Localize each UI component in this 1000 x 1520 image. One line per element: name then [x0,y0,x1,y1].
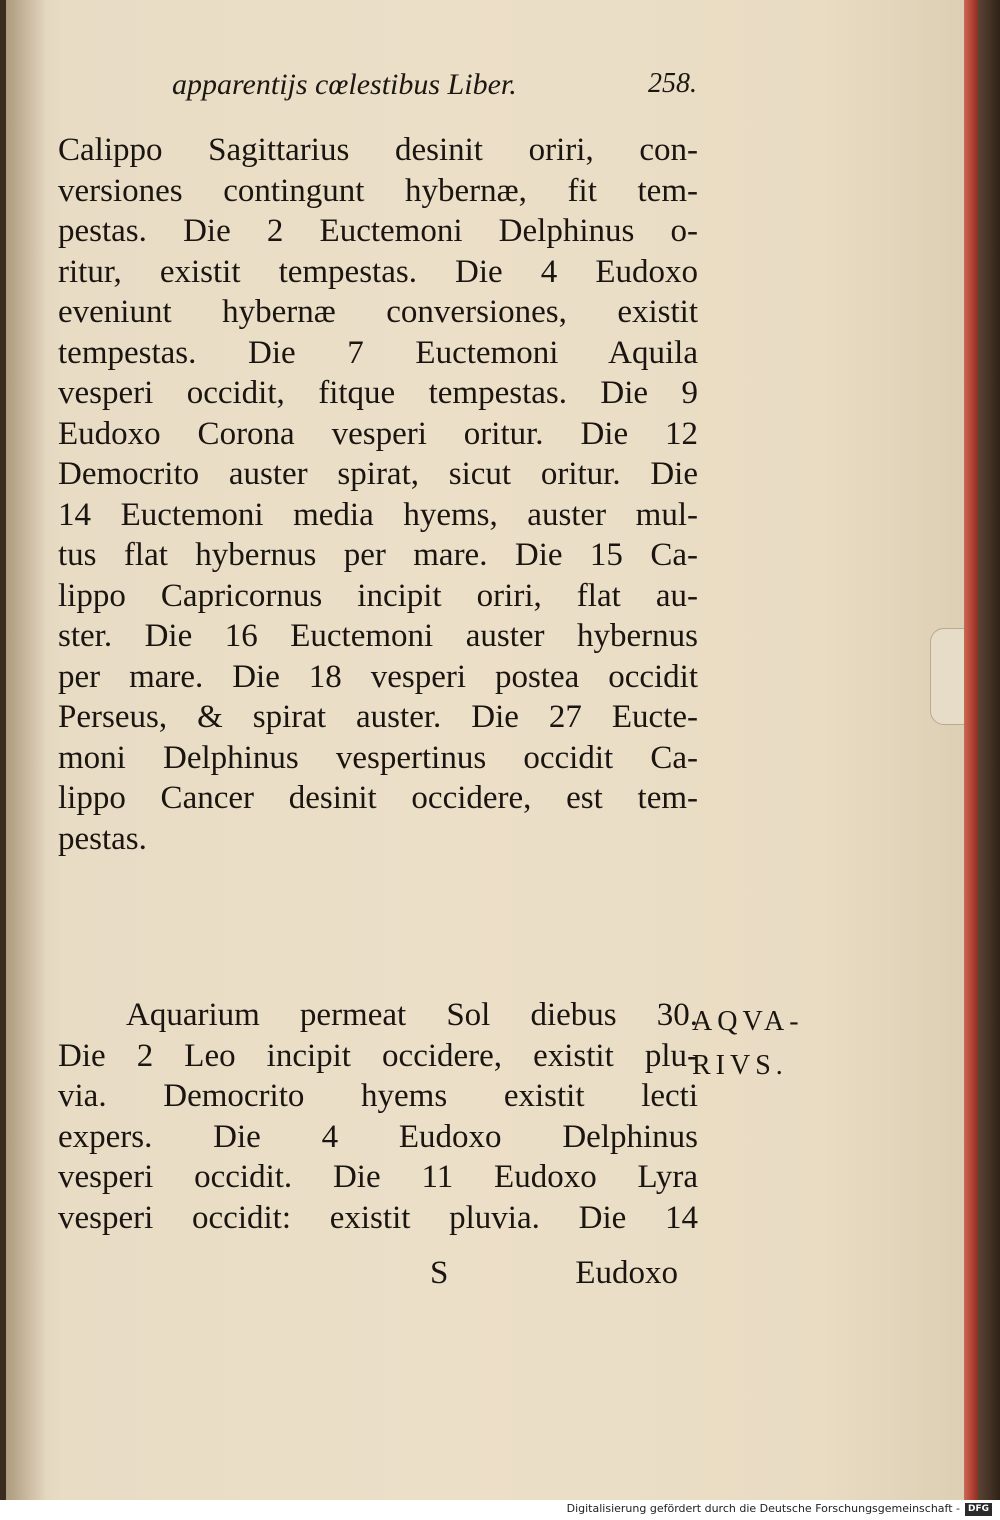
text-line: Perseus, & spirat auster. Die 27 Eucte- [58,699,698,735]
text-line: vesperi occidit: existit pluvia. Die 14 [58,1199,698,1236]
text-line: Democrito auster spirat, sicut oritur. Die [58,456,698,492]
paragraph-aquarius [58,995,698,1238]
text-line: pestas. Die 2 Euctemoni Delphinus o- [58,213,698,249]
text-line: pestas. [58,820,147,857]
text-line: eveniunt hybernæ conversiones, existit [58,294,698,330]
page-number: 258. [648,68,697,99]
text-line: Aquarium permeat Sol diebus 30. [126,997,698,1033]
text-line: vesperi occidit. Die 11 Eudoxo Lyra [58,1159,698,1195]
marginal-note-line: RIVS. [692,1050,788,1081]
text-line: versiones contingunt hybernæ, fit tem- [58,172,698,209]
text-line: moni Delphinus vespertinus occidit Ca- [58,739,698,776]
text-line: ster. Die 16 Euctemoni auster hybernus [58,618,698,654]
marginal-note-line: AQVA- [692,1006,804,1037]
signature-mark: S [430,1255,449,1291]
text-line: lippo Cancer desinit occidere, est tem- [58,780,698,816]
running-header [172,68,712,112]
text-line: 14 Euctemoni media hyems, auster mul- [58,496,698,533]
text-line: ritur, existit tempestas. Die 4 Eudoxo [58,253,698,290]
running-title: apparentijs cœlestibus Liber. [172,68,517,101]
catchline [58,1255,678,1295]
marginal-note [692,1000,862,1088]
text-line: lippo Capricornus incipit oriri, flat au- [58,577,698,614]
text-line: Eudoxo Corona vesperi oritur. Die 12 [58,415,698,452]
text-line: vesperi occidit, fitque tempestas. Die 9 [58,375,698,411]
text-line: via. Democrito hyems existit lecti [58,1078,698,1114]
catchword: Eudoxo [575,1255,678,1291]
text-line: Die 2 Leo incipit occidere, existit plu- [58,1037,698,1074]
book-edge [978,0,1000,1500]
funding-credit: Digitalisierung gefördert durch die Deutsche Forschungsgemeinschaft - [566,1502,960,1515]
text-line: per mare. Die 18 vesperi postea occidit [58,658,698,695]
text-line: tus flat hybernus per mare. Die 15 Ca- [58,537,698,573]
dfg-logo: DFG [965,1503,992,1516]
text-line: Calippo Sagittarius desinit oriri, con- [58,132,698,168]
red-page-edge [964,0,978,1500]
gutter-shadow [6,0,46,1500]
paragraph-sagittarius [58,130,698,859]
text-line: expers. Die 4 Eudoxo Delphinus [58,1118,698,1155]
text-line: tempestas. Die 7 Euctemoni Aquila [58,334,698,371]
footer-bar [0,1500,1000,1520]
